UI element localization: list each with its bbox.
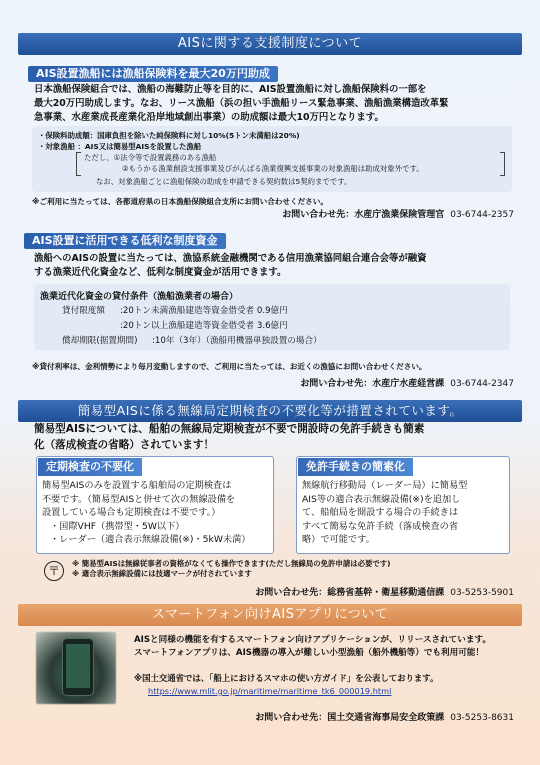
section1-contact — [282, 207, 514, 220]
license-line-5: 略）で可能です。 — [302, 534, 375, 545]
right-bracket — [500, 152, 505, 176]
section3-contact — [255, 585, 514, 598]
section1-note: ※ご利用に当たっては、各都道府県の日本漁船保険組合支所にお問い合わせください。 — [32, 197, 328, 206]
license-line-1: 無線航行移動局（レーダー局）に簡易型 — [302, 480, 468, 491]
inspection-line-5: ・レーダー（適合表示無線設備(※)・5kW未満） — [50, 534, 251, 545]
license-line-4: すべて簡易な免許手続（落成検査の省 — [302, 520, 459, 532]
phone-screen — [66, 644, 90, 688]
inspection-panel-head: 定期検査の不要化 — [38, 458, 142, 476]
loan-row-1-key: 貸付限度額 — [62, 306, 105, 316]
section2-paragraph — [34, 252, 514, 280]
section1-line-3: 急事業、水産業成長産業化沿岸地域創出事業）の助成額は最大10万円となります。 — [34, 112, 384, 123]
section1-contact-label: お問い合わせ先：水産庁漁業保険管理官 — [282, 210, 445, 220]
section2-line-2: する漁業近代化資金など、低利な制度資金が活用できます。 — [34, 267, 287, 278]
section4-line-2: スマートフォンアプリは、AIS機器の導入が難しい小型漁船（船外機船等）でも利用可能！ — [134, 648, 484, 658]
section2-contact — [300, 376, 514, 389]
section4-contact — [255, 710, 514, 723]
guide-link-url[interactable]: https://www.mlit.go.jp/maritime/maritime_tk6_000019.html — [148, 686, 392, 696]
section3-contact-tel: 03-5253-5901 — [450, 588, 514, 598]
inspection-panel-text — [42, 479, 272, 547]
section2-line-1: 漁船へのAISの設置に当たっては、漁協系統金融機関である信用漁業協同組合連合会等が融資 — [34, 253, 427, 264]
inspection-line-3: 設置している場合も定期検査は不要です。） — [42, 507, 221, 518]
loan-row-2-value: :20トン以上漁船建造等資金借受者 3.6億円 — [120, 321, 288, 331]
section1-line-1: 日本漁船保険組合では、漁船の海難防止等を目的に、AIS設置漁船に対し漁船保険料の一部を — [34, 84, 427, 95]
section2-contact-tel: 03-6744-2347 — [450, 379, 514, 389]
subsidy-amount: ・保険料助成額：国庫負担を除いた純保険料に対し10%(5トン未満船は20%) — [38, 131, 300, 140]
inspection-line-4: ・国際VHF（携帯型・5W以下） — [50, 520, 185, 532]
section3-note-1: ※ 簡易型AISは無線従事者の資格がなくても操作できます(ただし無線局の免許申請は必要です) — [72, 559, 391, 568]
section4-note: ※国土交通省では、「船上におけるスマホの使い方ガイド」を公表しております。 — [134, 673, 439, 683]
guide-link[interactable] — [148, 686, 391, 696]
section2-contact-label: お問い合わせ先：水産庁水産経営課 — [300, 379, 445, 389]
section3-banner: 簡易型AISに係る無線局定期検査の不要化等が措置されています。 — [18, 400, 522, 422]
section3-contact-label: お問い合わせ先：総務省基幹・衛星移動通信課 — [255, 588, 445, 598]
section4-line-1: AISと同様の機能を有するスマートフォン向けアプリケーションが、リリースされています。 — [134, 635, 491, 645]
contract-limit: なお、対象漁船ごとに漁船保険の助成を申請できる契約数は5契約までです。 — [96, 177, 352, 186]
section2-subhead: AIS設置に活用できる低利な制度資金 — [24, 233, 226, 249]
license-panel-head: 免許手続きの簡素化 — [298, 458, 413, 476]
section3-note-2: ※ 適合表示無線設備には技適マークが付されています — [72, 569, 252, 578]
section1-line-2: 最大20万円助成します。なお、リース漁船（浜の担い手漁船リース緊急事業、漁船漁業構造改革緊 — [34, 98, 449, 109]
target-vessels: ・対象漁船 ：AIS又は簡易型AISを設置した漁船 — [38, 142, 202, 151]
loan-row-3-key: 償却期限(据置期間) — [62, 336, 138, 346]
license-panel-text — [302, 479, 508, 547]
section4-paragraph — [134, 634, 524, 660]
section1-paragraph — [34, 83, 514, 125]
section2-note: ※貸付利率は、金利情勢により毎月変動しますので、ご利用に当たっては、お近くの漁協にお問い合わせください。 — [32, 362, 427, 371]
section1-contact-tel: 03-6744-2357 — [450, 210, 514, 220]
section4-contact-label: お問い合わせ先：国土交通省海事局安全政策課 — [255, 713, 445, 723]
license-line-3: て、船舶局を開設する場合の手続きは — [302, 507, 459, 518]
loan-row-3-value: :10年（3年）（漁船用機器単独設置の場合） — [152, 336, 322, 346]
inspection-line-1: 簡易型AISのみを設置する船舶局の定期検査は — [42, 480, 232, 491]
section1-banner: AISに関する支援制度について — [18, 33, 522, 55]
section3-paragraph — [34, 421, 520, 453]
exception-1: ただし、①法令等で設置義務のある漁船 — [84, 153, 217, 162]
section4-banner: スマートフォン向けAISアプリについて — [18, 604, 522, 626]
section1-subhead: AIS設置漁船には漁船保険料を最大20万円助成 — [28, 66, 278, 82]
left-bracket — [76, 152, 81, 176]
giteki-mark-icon: 〒 — [44, 561, 64, 581]
inspection-line-2: 不要です。（簡易型AISと併せて次の無線設備を — [42, 493, 236, 505]
loan-conditions-title: 漁業近代化資金の貸付条件（漁船漁業者の場合） — [40, 292, 239, 302]
section3-line-1: 簡易型AISについては、船舶の無線局定期検査が不要で開設時の免許手続きも簡素 — [34, 423, 425, 435]
section3-line-2: 化（落成検査の省略）されています！ — [34, 439, 215, 451]
exception-2: ②もうかる漁業創設支援事業及びがんばる漁業復興支援事業の対象漁船は助成対象外です。 — [122, 164, 424, 173]
loan-row-1-value: :20トン未満漁船建造等資金借受者 0.9億円 — [120, 306, 288, 316]
smartphone-image — [62, 638, 94, 696]
section4-contact-tel: 03-5253-8631 — [450, 713, 514, 723]
license-line-2: AIS等の適合表示無線設備(※)を追加し — [302, 493, 461, 505]
